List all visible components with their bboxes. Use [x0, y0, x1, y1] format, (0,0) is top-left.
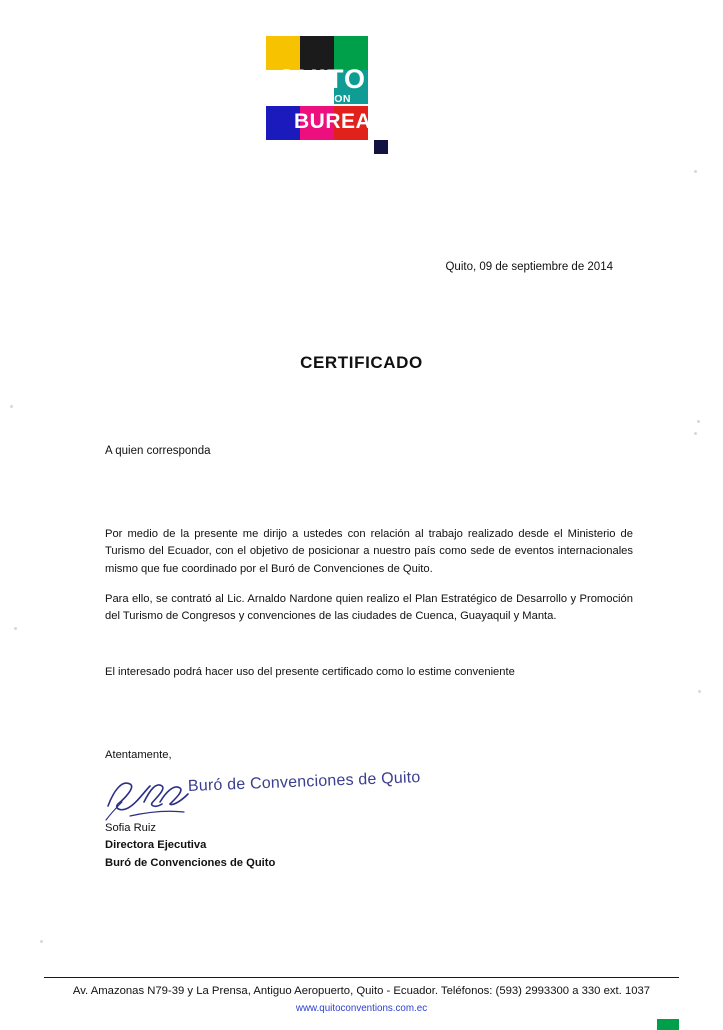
paragraph-2: Para ello, se contrató al Lic. Arnaldo Nardone quien realizo el Plan Estratégico de Desarrollo y Promoción del Turismo de Congresos y convenciones de las ciudades de Cuenca, Guayaquil y Manta. [105, 593, 633, 623]
footer-website-link[interactable]: www.quitoconventions.com.ec [295, 1003, 428, 1014]
footer-green-mark [657, 1019, 679, 1030]
paragraph-1: Por medio de la presente me dirijo a ustedes con relación al trabajo realizado desde el Ministerio de Turismo del Ecuador, con el objetivo de posicionar a nuestro país como sede de eventos internacionales mismo que fue coordinado por el Buró de Convenciones de Quito. [105, 528, 633, 575]
signer-details [105, 820, 275, 872]
document-date: Quito, 09 de septiembre de 2014 [445, 261, 613, 273]
scan-speck [694, 432, 697, 435]
salutation: A quien corresponda [105, 445, 211, 457]
footer-address: Av. Amazonas N79-39 y La Prensa, Antiguo Aeropuerto, Quito - Ecuador. Teléfonos: (593) 2993300 a 330 ext. 1037 [72, 985, 651, 997]
signature-block [100, 769, 421, 827]
signer-organization: Buró de Convenciones de Quito [105, 856, 276, 869]
scan-speck [40, 940, 43, 943]
logo-square-dark [374, 140, 388, 154]
closing-note: El interesado podrá hacer uso del presente certificado como lo estime conveniente [105, 666, 515, 678]
body-text [105, 526, 633, 639]
scan-speck [10, 405, 13, 408]
sign-off: Atentamente, [105, 749, 172, 761]
logo-wordmark [276, 66, 416, 132]
logo-word-bureau: BUREAU [294, 109, 387, 133]
footer-divider [44, 977, 679, 978]
page-title: CERTIFICADO [300, 353, 423, 372]
signer-name: Sofia Ruiz [105, 822, 156, 834]
scan-speck [694, 170, 697, 173]
quito-convention-bureau-logo [266, 36, 414, 141]
stamp-text: Buró de Convenciones de Quito [187, 769, 421, 795]
scan-speck [14, 627, 17, 630]
logo-word-convention: CONVENTION [276, 93, 352, 105]
scan-speck [697, 420, 700, 423]
logo-word-quito: QUITO [276, 64, 367, 94]
scan-speck [698, 690, 701, 693]
signer-role: Directora Ejecutiva [105, 839, 207, 852]
